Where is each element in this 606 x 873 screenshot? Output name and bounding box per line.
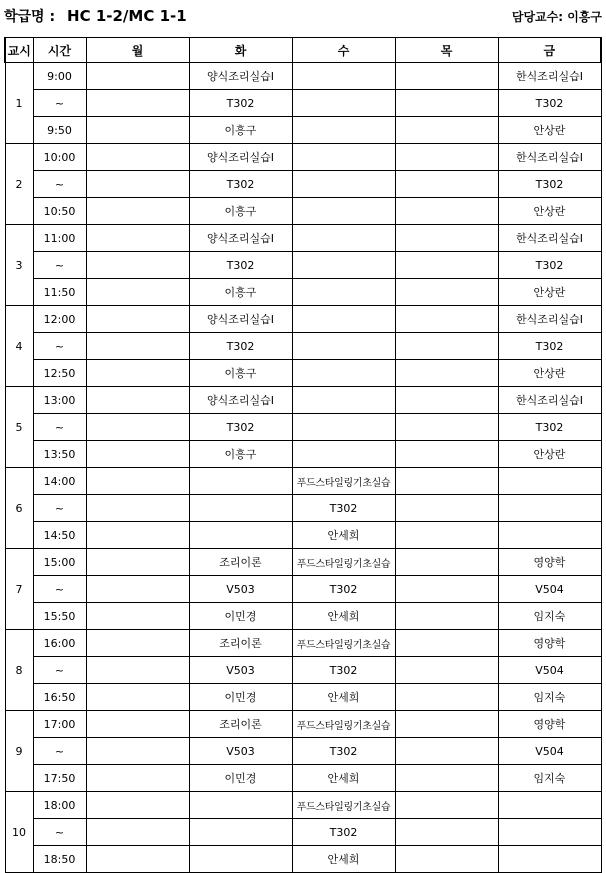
cell-fri: 임지숙 [498, 765, 601, 792]
time-cell: 10:00 [33, 144, 86, 171]
cell-wed [292, 198, 395, 225]
table-row [5, 117, 601, 144]
cell-mon [86, 360, 189, 387]
class-value: HC 1-2/MC 1-1 [67, 7, 187, 25]
cell-tue [189, 846, 292, 873]
teacher-label: 담당교수: 이흥구 [511, 10, 602, 24]
time-cell: 15:50 [33, 603, 86, 630]
cell-thu [395, 549, 498, 576]
cell-tue: V503 [189, 576, 292, 603]
cell-thu [395, 792, 498, 819]
cell-tue: 이흥구 [189, 279, 292, 306]
table-row [5, 576, 601, 603]
cell-fri: 안상란 [498, 279, 601, 306]
col-header-time: 시간 [33, 38, 86, 63]
cell-fri: 영양학 [498, 630, 601, 657]
cell-thu [395, 684, 498, 711]
cell-thu [395, 765, 498, 792]
cell-fri: 안상란 [498, 441, 601, 468]
cell-thu [395, 711, 498, 738]
cell-thu [395, 225, 498, 252]
table-row [5, 495, 601, 522]
cell-thu [395, 468, 498, 495]
cell-fri: 영양학 [498, 549, 601, 576]
cell-thu [395, 441, 498, 468]
col-header-tue: 화 [189, 38, 292, 63]
period-cell: 1 [5, 63, 33, 144]
cell-tue: T302 [189, 252, 292, 279]
cell-wed [292, 63, 395, 90]
cell-tue: T302 [189, 333, 292, 360]
period-cell: 9 [5, 711, 33, 792]
time-cell: ~ [33, 333, 86, 360]
cell-thu [395, 603, 498, 630]
table-row [5, 333, 601, 360]
cell-mon [86, 603, 189, 630]
cell-tue: 이흥구 [189, 360, 292, 387]
cell-wed: T302 [292, 495, 395, 522]
cell-mon [86, 630, 189, 657]
cell-wed: 안세희 [292, 684, 395, 711]
time-cell: ~ [33, 738, 86, 765]
table-row [5, 387, 601, 414]
cell-wed [292, 441, 395, 468]
cell-tue: 양식조리실습I [189, 225, 292, 252]
time-cell: 16:00 [33, 630, 86, 657]
cell-mon [86, 819, 189, 846]
cell-mon [86, 576, 189, 603]
cell-wed: 푸드스타일링기초실습 [292, 792, 395, 819]
cell-mon [86, 63, 189, 90]
table-row [5, 765, 601, 792]
time-cell: 13:50 [33, 441, 86, 468]
time-cell: ~ [33, 819, 86, 846]
table-row [5, 441, 601, 468]
cell-fri: T302 [498, 90, 601, 117]
cell-mon [86, 765, 189, 792]
cell-mon [86, 711, 189, 738]
table-row [5, 684, 601, 711]
cell-tue [189, 792, 292, 819]
cell-mon [86, 90, 189, 117]
time-cell: 17:00 [33, 711, 86, 738]
period-cell: 2 [5, 144, 33, 225]
page-header [4, 6, 602, 32]
cell-thu [395, 495, 498, 522]
cell-thu [395, 360, 498, 387]
time-cell: ~ [33, 495, 86, 522]
time-cell: ~ [33, 171, 86, 198]
cell-tue: T302 [189, 414, 292, 441]
cell-mon [86, 144, 189, 171]
cell-fri: 한식조리실습I [498, 63, 601, 90]
cell-tue: 이민경 [189, 684, 292, 711]
table-row [5, 603, 601, 630]
cell-tue [189, 468, 292, 495]
table-row [5, 252, 601, 279]
cell-fri: T302 [498, 333, 601, 360]
cell-mon [86, 468, 189, 495]
cell-thu [395, 846, 498, 873]
cell-wed [292, 387, 395, 414]
time-cell: 15:00 [33, 549, 86, 576]
table-row [5, 468, 601, 495]
cell-wed: 푸드스타일링기초실습 [292, 468, 395, 495]
table-row [5, 792, 601, 819]
cell-wed [292, 225, 395, 252]
col-header-thu: 목 [395, 38, 498, 63]
cell-thu [395, 63, 498, 90]
cell-fri [498, 468, 601, 495]
table-header-row [5, 38, 601, 63]
cell-wed [292, 117, 395, 144]
cell-mon [86, 846, 189, 873]
cell-mon [86, 225, 189, 252]
period-cell: 4 [5, 306, 33, 387]
cell-thu [395, 522, 498, 549]
cell-mon [86, 684, 189, 711]
time-cell: 9:50 [33, 117, 86, 144]
cell-mon [86, 657, 189, 684]
cell-fri [498, 522, 601, 549]
cell-wed: 푸드스타일링기초실습 [292, 549, 395, 576]
time-cell: 11:50 [33, 279, 86, 306]
cell-thu [395, 630, 498, 657]
cell-thu [395, 144, 498, 171]
cell-thu [395, 279, 498, 306]
cell-fri: 한식조리실습I [498, 387, 601, 414]
cell-tue [189, 522, 292, 549]
table-row [5, 738, 601, 765]
cell-wed: 안세희 [292, 522, 395, 549]
cell-tue: V503 [189, 657, 292, 684]
cell-mon [86, 387, 189, 414]
cell-thu [395, 171, 498, 198]
table-row [5, 549, 601, 576]
cell-wed [292, 360, 395, 387]
table-row [5, 360, 601, 387]
cell-mon [86, 495, 189, 522]
table-row [5, 171, 601, 198]
cell-wed: 푸드스타일링기초실습 [292, 711, 395, 738]
cell-fri: 한식조리실습I [498, 225, 601, 252]
cell-tue: 이흥구 [189, 441, 292, 468]
period-cell: 8 [5, 630, 33, 711]
cell-thu [395, 657, 498, 684]
cell-tue [189, 819, 292, 846]
cell-mon [86, 549, 189, 576]
cell-tue: T302 [189, 90, 292, 117]
cell-wed [292, 333, 395, 360]
table-row [5, 657, 601, 684]
cell-tue: 양식조리실습I [189, 387, 292, 414]
table-row [5, 414, 601, 441]
cell-thu [395, 576, 498, 603]
cell-fri [498, 846, 601, 873]
cell-tue: 조리이론 [189, 630, 292, 657]
table-row [5, 63, 601, 90]
cell-wed [292, 252, 395, 279]
cell-mon [86, 252, 189, 279]
time-cell: ~ [33, 252, 86, 279]
table-body [5, 63, 601, 873]
cell-thu [395, 387, 498, 414]
col-header-fri: 금 [498, 38, 601, 63]
cell-tue: 이흥구 [189, 117, 292, 144]
cell-tue: 조리이론 [189, 711, 292, 738]
cell-wed [292, 144, 395, 171]
cell-mon [86, 441, 189, 468]
cell-fri: 한식조리실습I [498, 144, 601, 171]
cell-mon [86, 414, 189, 441]
time-cell: 18:50 [33, 846, 86, 873]
time-cell: 12:00 [33, 306, 86, 333]
period-cell: 3 [5, 225, 33, 306]
cell-mon [86, 198, 189, 225]
col-header-wed: 수 [292, 38, 395, 63]
cell-fri: 안상란 [498, 117, 601, 144]
cell-fri: 안상란 [498, 360, 601, 387]
cell-thu [395, 90, 498, 117]
table-row [5, 711, 601, 738]
cell-fri [498, 819, 601, 846]
cell-fri: 안상란 [498, 198, 601, 225]
cell-fri: V504 [498, 738, 601, 765]
table-row [5, 846, 601, 873]
time-cell: 17:50 [33, 765, 86, 792]
cell-wed [292, 171, 395, 198]
cell-tue: 양식조리실습I [189, 63, 292, 90]
class-info [4, 6, 187, 26]
cell-thu [395, 117, 498, 144]
time-cell: 10:50 [33, 198, 86, 225]
cell-wed [292, 279, 395, 306]
table-row [5, 225, 601, 252]
cell-wed [292, 90, 395, 117]
col-header-period: 교시 [5, 38, 33, 63]
cell-wed [292, 414, 395, 441]
col-header-mon: 월 [86, 38, 189, 63]
cell-tue: 이민경 [189, 603, 292, 630]
cell-tue [189, 495, 292, 522]
time-cell: 18:00 [33, 792, 86, 819]
cell-fri: 한식조리실습I [498, 306, 601, 333]
cell-fri: T302 [498, 171, 601, 198]
cell-thu [395, 252, 498, 279]
timetable [4, 37, 602, 873]
cell-thu [395, 306, 498, 333]
time-cell: 13:00 [33, 387, 86, 414]
class-label: 학급명 : [4, 9, 56, 25]
cell-thu [395, 414, 498, 441]
period-cell: 6 [5, 468, 33, 549]
cell-tue: 이흥구 [189, 198, 292, 225]
time-cell: 9:00 [33, 63, 86, 90]
cell-mon [86, 333, 189, 360]
cell-mon [86, 792, 189, 819]
cell-tue: T302 [189, 171, 292, 198]
cell-mon [86, 738, 189, 765]
cell-fri [498, 495, 601, 522]
cell-wed: T302 [292, 657, 395, 684]
time-cell: ~ [33, 90, 86, 117]
cell-mon [86, 117, 189, 144]
table-row [5, 630, 601, 657]
cell-fri: 임지숙 [498, 684, 601, 711]
cell-tue: V503 [189, 738, 292, 765]
cell-fri: 영양학 [498, 711, 601, 738]
cell-tue: 조리이론 [189, 549, 292, 576]
table-row [5, 90, 601, 117]
cell-wed: T302 [292, 576, 395, 603]
cell-fri: V504 [498, 657, 601, 684]
table-row [5, 819, 601, 846]
table-row [5, 522, 601, 549]
cell-thu [395, 198, 498, 225]
period-cell: 7 [5, 549, 33, 630]
time-cell: 14:50 [33, 522, 86, 549]
cell-fri: 임지숙 [498, 603, 601, 630]
time-cell: ~ [33, 576, 86, 603]
cell-fri: V504 [498, 576, 601, 603]
cell-thu [395, 333, 498, 360]
cell-mon [86, 279, 189, 306]
table-row [5, 144, 601, 171]
cell-tue: 양식조리실습I [189, 144, 292, 171]
period-cell: 5 [5, 387, 33, 468]
cell-wed: 안세희 [292, 765, 395, 792]
cell-fri: T302 [498, 252, 601, 279]
time-cell: 16:50 [33, 684, 86, 711]
cell-wed: 안세희 [292, 846, 395, 873]
cell-fri [498, 792, 601, 819]
time-cell: 12:50 [33, 360, 86, 387]
cell-wed: T302 [292, 819, 395, 846]
cell-wed: T302 [292, 738, 395, 765]
time-cell: 11:00 [33, 225, 86, 252]
cell-thu [395, 738, 498, 765]
cell-mon [86, 522, 189, 549]
table-row [5, 198, 601, 225]
cell-mon [86, 171, 189, 198]
cell-tue: 이민경 [189, 765, 292, 792]
cell-mon [86, 306, 189, 333]
table-row [5, 279, 601, 306]
cell-wed: 안세희 [292, 603, 395, 630]
time-cell: 14:00 [33, 468, 86, 495]
time-cell: ~ [33, 414, 86, 441]
cell-fri: T302 [498, 414, 601, 441]
cell-thu [395, 819, 498, 846]
table-row [5, 306, 601, 333]
cell-wed: 푸드스타일링기초실습 [292, 630, 395, 657]
time-cell: ~ [33, 657, 86, 684]
cell-tue: 양식조리실습I [189, 306, 292, 333]
period-cell: 10 [5, 792, 33, 873]
cell-wed [292, 306, 395, 333]
